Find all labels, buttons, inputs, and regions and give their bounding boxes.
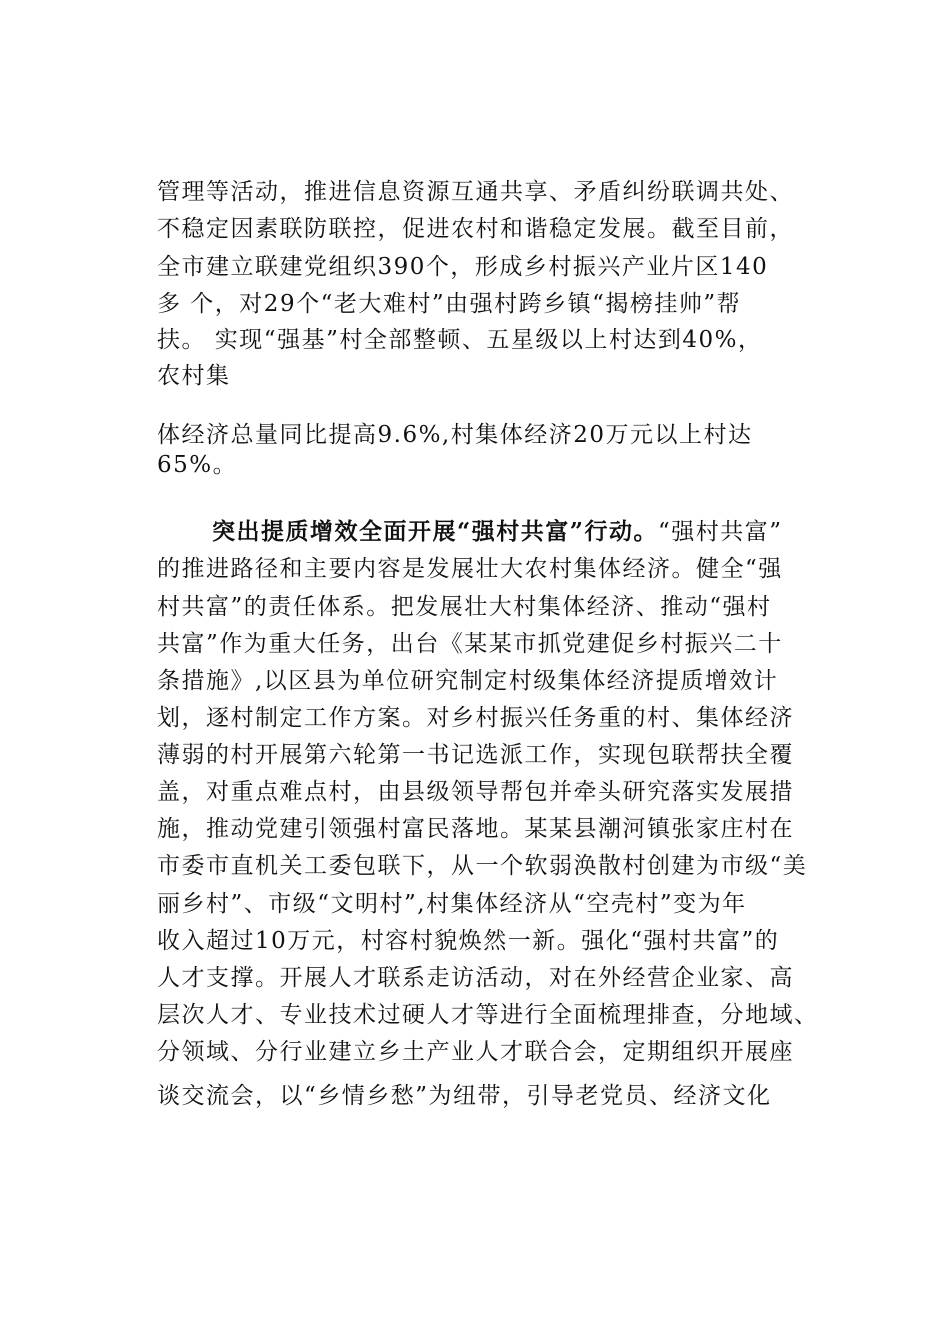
text-line: 村共富”的责任体系。把发展壮大村集体经济、推动“强村: [157, 594, 772, 620]
text-line: 人才支撑。开展人才联系走访活动，对在外经营企业家、高: [157, 965, 794, 991]
text-line: 的推进路径和主要内容是发展壮大农村集体经济。健全“强: [157, 556, 783, 582]
text-line: 划，逐村制定工作方案。对乡村振兴任务重的村、集体经济: [157, 705, 794, 731]
section-heading: 突出提质增效全面开展“强村共富”行动。: [212, 518, 658, 545]
text-line: 盖，对重点难点村，由县级领导帮包并牵头研究落实发展措: [157, 779, 794, 805]
text-line: 65%。: [157, 452, 238, 478]
text-line: 谈交流会，以“乡情乡愁”为纽带，引导老党员、经济文化: [157, 1083, 772, 1109]
text-line: 多 个，对29个“老大难村”由强村跨乡镇“揭榜挂帅”帮: [157, 291, 742, 317]
section-heading-line: [212, 517, 892, 547]
text-line: 市委市直机关工委包联下，从一个软弱涣散村创建为市级“美: [157, 853, 808, 879]
text-line: 不稳定因素联防联控，促进农村和谐稳定发展。截至目前，: [157, 216, 794, 242]
text-line: 收入超过10万元，村容村貌焕然一新。强化“强村共富”的: [157, 928, 780, 954]
text-line: 施，推动党建引领强村富民落地。某某县潮河镇张家庄村在: [157, 816, 794, 842]
text-line: 共富”作为重大任务，出台《某某市抓党建促乡村振兴二十: [157, 631, 783, 657]
text-line: 丽乡村”、市级“文明村”,村集体经济从“空壳村”变为年: [157, 891, 747, 917]
text-line: 管理等活动，推进信息资源互通共享、矛盾纠纷联调共处、: [157, 179, 794, 205]
text-line: 农村集: [157, 363, 231, 389]
text-line: 全市建立联建党组织390个，形成乡村振兴产业片区140: [157, 254, 769, 280]
text-line: 分领域、分行业建立乡土产业人才联合会，定期组织开展座: [157, 1039, 794, 1065]
text-line: 体经济总量同比提高9.6%,村集体经济20万元以上村达: [157, 422, 753, 448]
text-line: 扶。 实现“强基”村全部整顿、五星级以上村达到40%，: [157, 327, 763, 353]
text-line: 薄弱的村开展第六轮第一书记选派工作，实现包联帮扶全覆: [157, 742, 794, 768]
section-heading-continuation: “强村共富”: [657, 519, 783, 545]
text-line: 条措施》,以区县为单位研究制定村级集体经济提质增效计: [157, 668, 779, 694]
text-line: 层次人才、专业技术过硬人才等进行全面梳理排查，分地域、: [157, 1002, 819, 1028]
